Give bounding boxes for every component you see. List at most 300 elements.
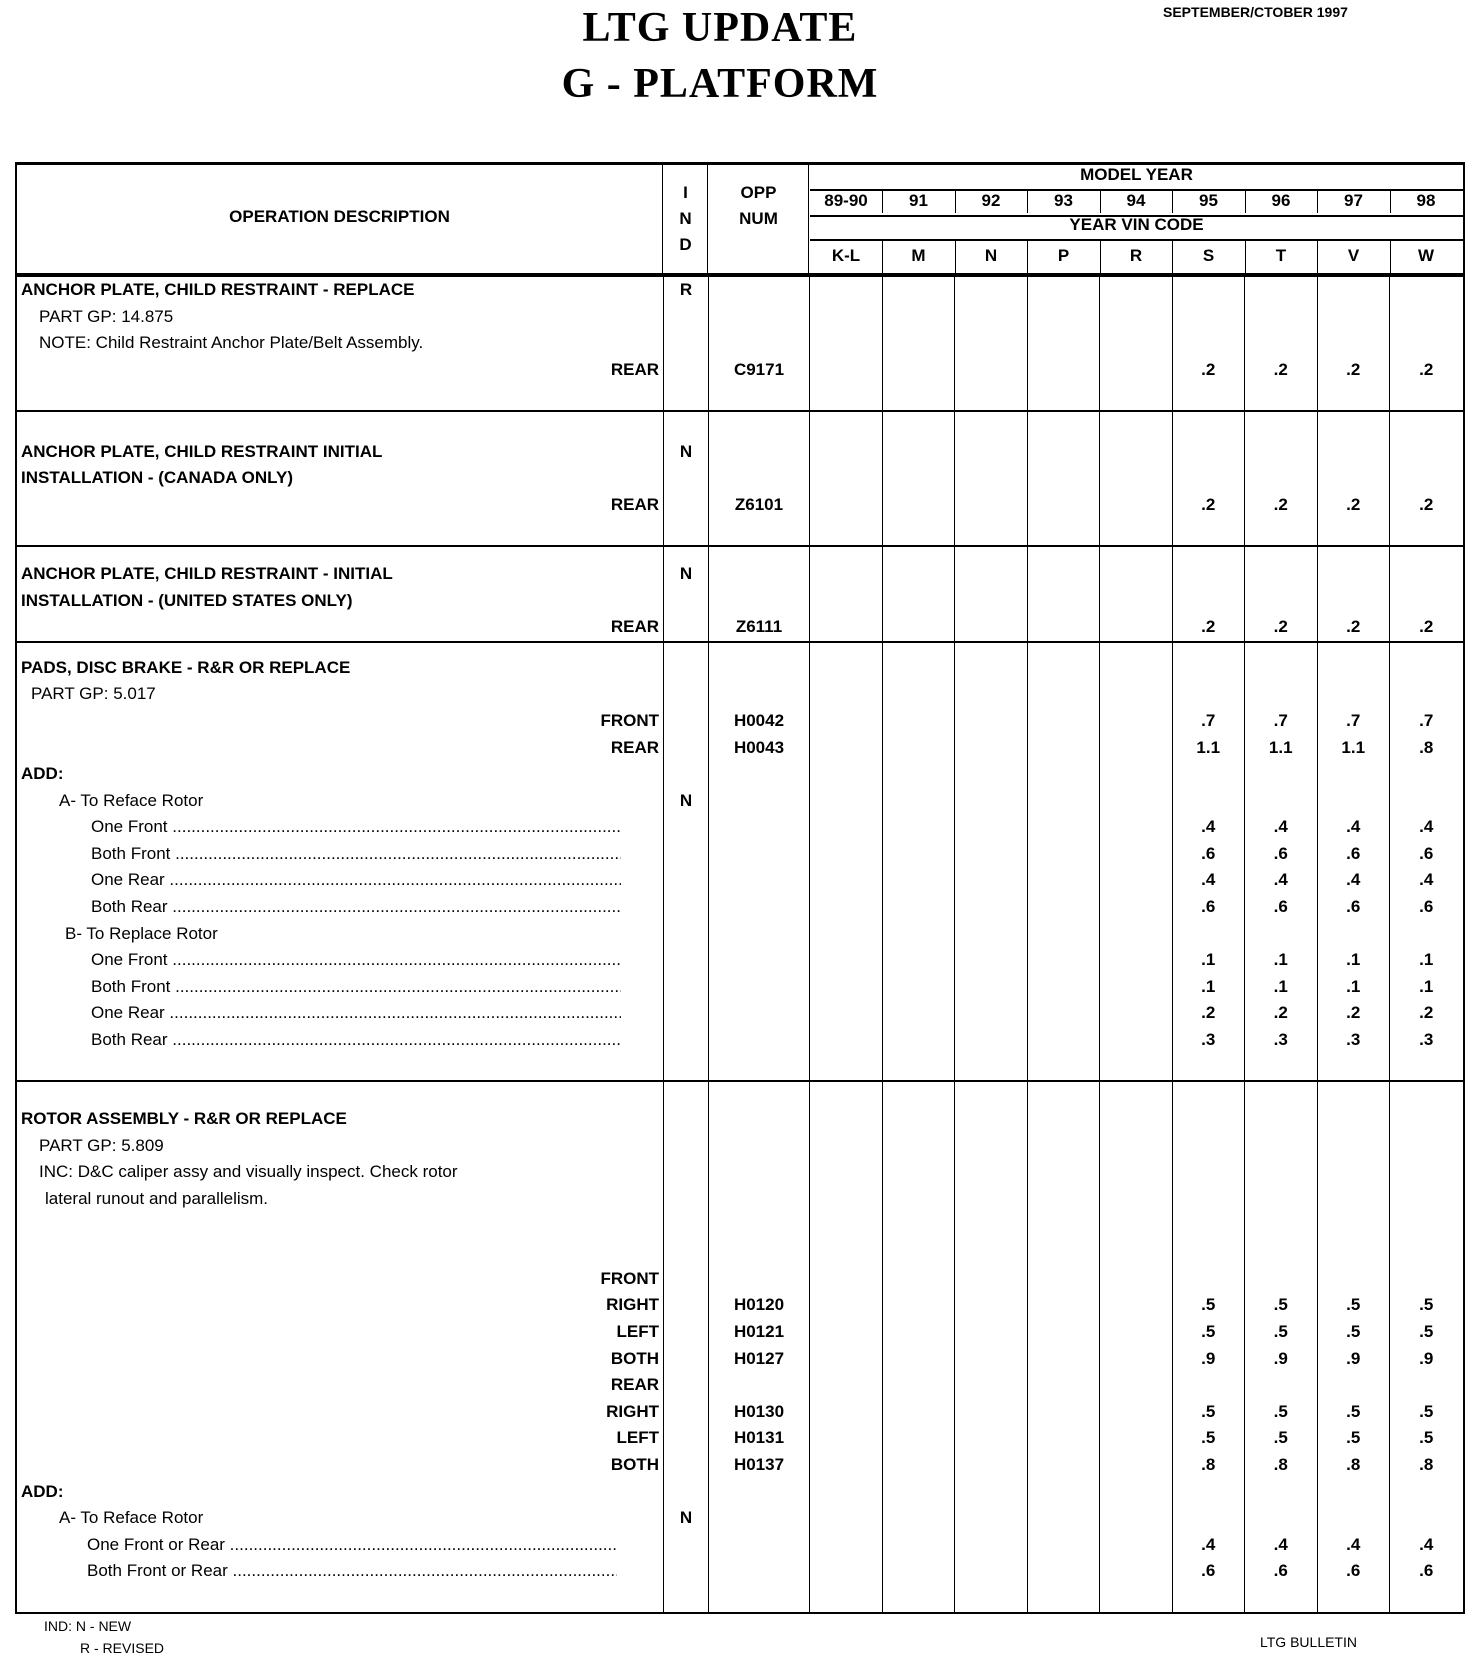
labor-time-value	[883, 383, 956, 410]
labor-time-value: .8	[1318, 1452, 1391, 1479]
labor-time-value	[883, 655, 956, 682]
operation-section	[17, 410, 1463, 545]
ind-code	[664, 1372, 709, 1399]
ind-code	[664, 655, 709, 682]
labor-time-value	[883, 1054, 956, 1081]
labor-time-value: .6	[1419, 1561, 1434, 1581]
labor-time-value	[1245, 465, 1318, 492]
labor-time-value	[1390, 788, 1463, 815]
opp-number: H0130	[709, 1399, 810, 1426]
operation-description: A- To Reface Rotor	[59, 1508, 204, 1528]
labor-time-value	[1245, 304, 1318, 331]
table-row	[17, 841, 1463, 868]
table-row	[17, 1319, 1463, 1346]
labor-time-value	[1028, 492, 1101, 519]
labor-time-value	[883, 1027, 956, 1054]
operation-description: NOTE: Child Restraint Anchor Plate/Belt Assembly.	[39, 333, 424, 353]
labor-time-value: .8	[1419, 1454, 1434, 1474]
labor-time-value	[1100, 1585, 1173, 1612]
labor-time-value	[1028, 921, 1101, 948]
ind-code	[664, 867, 709, 894]
labor-time-value	[955, 383, 1028, 410]
labor-time-value	[1100, 614, 1173, 641]
opp-number	[709, 1133, 810, 1160]
table-row	[17, 735, 1463, 762]
labor-time-value	[1173, 588, 1246, 615]
labor-time-value	[1100, 735, 1173, 762]
labor-time-value	[955, 681, 1028, 708]
labor-time-value	[1100, 1399, 1173, 1426]
operation-description: ANCHOR PLATE, CHILD RESTRAINT - REPLACE	[21, 280, 415, 299]
ind-code	[664, 1425, 709, 1452]
opp-number	[709, 788, 810, 815]
labor-time-value	[883, 1452, 956, 1479]
labor-time-value	[1390, 655, 1463, 682]
labor-time-value	[1100, 465, 1173, 492]
labor-time-value	[1100, 1186, 1173, 1213]
opp-number	[709, 761, 810, 788]
labor-time-value	[1245, 921, 1318, 948]
labor-time-value	[1245, 1266, 1318, 1293]
ind-code	[664, 1239, 709, 1266]
labor-time-value	[883, 841, 956, 868]
ind-code	[664, 330, 709, 357]
labor-time-value	[955, 1532, 1028, 1559]
labor-time-value	[1028, 1054, 1101, 1081]
labor-time-value	[1318, 761, 1391, 788]
labor-time-value	[810, 1452, 883, 1479]
labor-time-value	[810, 1372, 883, 1399]
labor-time-value	[810, 304, 883, 331]
labor-time-value	[1173, 1372, 1246, 1399]
labor-time-value	[810, 1585, 883, 1612]
ind-code	[664, 465, 709, 492]
labor-time-value	[955, 1292, 1028, 1319]
operation-description: PART GP: 5.017	[31, 684, 156, 704]
labor-time-value	[810, 1106, 883, 1133]
labor-time-value	[1318, 304, 1391, 331]
labor-time-value	[1245, 588, 1318, 615]
ind-code	[664, 412, 709, 439]
labor-time-value	[1390, 1266, 1463, 1293]
labor-time-value	[955, 1319, 1028, 1346]
operation-description: Both Front .....	[91, 974, 621, 1001]
labor-time-value	[883, 1372, 956, 1399]
operation-description: One Front .....	[91, 814, 621, 841]
table-row	[17, 947, 1463, 974]
model-year-header: MODEL YEAR	[1080, 165, 1193, 184]
operation-description: REAR	[610, 359, 659, 379]
opp-number: H0137	[709, 1452, 810, 1479]
labor-time-value	[1390, 439, 1463, 466]
labor-time-value	[1390, 588, 1463, 615]
labor-time-value	[1028, 761, 1101, 788]
labor-time-value	[1245, 518, 1318, 545]
labor-time-value	[1173, 681, 1246, 708]
table-row	[17, 492, 1463, 519]
labor-time-value	[1100, 277, 1173, 304]
opp-number	[709, 814, 810, 841]
labor-time-value	[1028, 330, 1101, 357]
labor-time-value	[1390, 412, 1463, 439]
labor-time-value	[1100, 1133, 1173, 1160]
labor-time-value	[810, 1159, 883, 1186]
labor-time-value: .5	[1318, 1425, 1391, 1452]
labor-time-value	[955, 614, 1028, 641]
labor-time-value	[955, 561, 1028, 588]
opp-number	[709, 1106, 810, 1133]
year-header: 94	[1100, 191, 1173, 213]
labor-time-value	[883, 518, 956, 545]
labor-time-value: .5	[1419, 1295, 1434, 1315]
vin-code-header: W	[1417, 246, 1435, 265]
ind-code	[664, 1000, 709, 1027]
year-vin-code-header: YEAR VIN CODE	[1069, 215, 1204, 234]
labor-time-value	[955, 1239, 1028, 1266]
operation-description: PART GP: 14.875	[39, 306, 174, 326]
labor-time-value	[810, 761, 883, 788]
labor-time-value	[810, 735, 883, 762]
labor-time-value	[1028, 412, 1101, 439]
labor-time-value	[810, 614, 883, 641]
labor-time-value	[883, 1505, 956, 1532]
opp-number: H0131	[709, 1425, 810, 1452]
labor-time-value	[1318, 465, 1391, 492]
labor-time-value	[1028, 1186, 1101, 1213]
labor-time-value	[1245, 1054, 1318, 1081]
ind-code	[664, 761, 709, 788]
year-header: 89-90	[810, 191, 883, 213]
labor-time-value: .4	[1173, 814, 1246, 841]
labor-time-value	[1028, 277, 1101, 304]
ind-code	[664, 1213, 709, 1240]
labor-time-value	[1028, 1133, 1101, 1160]
ind-code	[664, 735, 709, 762]
opp-number	[709, 1532, 810, 1559]
ind-code	[664, 894, 709, 921]
labor-time-value	[1390, 1239, 1463, 1266]
operation-description: ADD:	[21, 1481, 64, 1501]
labor-time-value	[810, 1213, 883, 1240]
opp-number	[709, 974, 810, 1001]
labor-time-value	[1318, 788, 1391, 815]
table-row	[17, 974, 1463, 1001]
operation-description: FRONT	[600, 1268, 659, 1288]
labor-time-value	[810, 1000, 883, 1027]
labor-time-value	[1390, 304, 1463, 331]
labor-time-value	[1390, 561, 1463, 588]
labor-time-value	[883, 1239, 956, 1266]
labor-time-value	[1100, 655, 1173, 682]
labor-time-value: .5	[1419, 1401, 1434, 1421]
operation-description: Both Front or Rear .....	[87, 1558, 617, 1585]
labor-time-value	[810, 1399, 883, 1426]
labor-time-value	[1100, 921, 1173, 948]
operation-section	[17, 1080, 1463, 1611]
labor-time-value	[883, 1266, 956, 1293]
labor-time-value	[1245, 1372, 1318, 1399]
operation-description: Both Front .....	[91, 841, 621, 868]
labor-time-value	[955, 761, 1028, 788]
labor-time-value	[1100, 1558, 1173, 1585]
labor-time-value	[1028, 1479, 1101, 1506]
labor-time-value	[1245, 277, 1318, 304]
table-row	[17, 383, 1463, 410]
operation-description: One Front or Rear .....	[87, 1532, 617, 1559]
labor-time-value: 1.1	[1245, 735, 1318, 762]
labor-time-value: .1	[1245, 947, 1318, 974]
opp-number	[709, 1505, 810, 1532]
labor-time-value	[883, 330, 956, 357]
table-row	[17, 1213, 1463, 1240]
labor-time-value: .4	[1318, 1532, 1391, 1559]
table-row	[17, 588, 1463, 615]
labor-time-value	[883, 1186, 956, 1213]
labor-time-value	[955, 1000, 1028, 1027]
labor-time-value	[955, 357, 1028, 384]
labor-time-value	[955, 412, 1028, 439]
labor-time-value	[1028, 1346, 1101, 1373]
labor-time-value: 1.1	[1173, 735, 1246, 762]
labor-time-value	[1028, 947, 1101, 974]
year-header: 95	[1173, 191, 1246, 213]
labor-time-value	[810, 681, 883, 708]
table-row	[17, 655, 1463, 682]
operation-description: lateral runout and parallelism.	[45, 1189, 269, 1208]
labor-time-value: .6	[1245, 1558, 1318, 1585]
operation-description: REAR	[610, 494, 659, 514]
labor-time-value: .4	[1419, 870, 1434, 890]
operation-description: Both Rear .....	[91, 894, 621, 921]
labor-time-value	[955, 1479, 1028, 1506]
labor-time-value	[1028, 518, 1101, 545]
labor-time-value	[1173, 439, 1246, 466]
labor-time-value	[883, 681, 956, 708]
ind-code	[664, 947, 709, 974]
opp-number: H0121	[709, 1319, 810, 1346]
labor-time-value	[810, 439, 883, 466]
labor-time-value	[883, 439, 956, 466]
ind-code	[664, 1133, 709, 1160]
labor-time-value	[1173, 1239, 1246, 1266]
table-row	[17, 1532, 1463, 1559]
labor-time-value	[1390, 465, 1463, 492]
labor-time-value	[1028, 588, 1101, 615]
ind-code	[664, 304, 709, 331]
labor-time-value: .2	[1245, 492, 1318, 519]
labor-time-value	[883, 561, 956, 588]
labor-time-value	[1173, 1133, 1246, 1160]
labor-time-value	[1100, 1372, 1173, 1399]
labor-time-value	[1245, 439, 1318, 466]
ind-code	[664, 1266, 709, 1293]
ind-code	[664, 492, 709, 519]
labor-time-value	[1245, 681, 1318, 708]
labor-time-value	[1100, 304, 1173, 331]
table-row	[17, 412, 1463, 439]
labor-time-value	[883, 867, 956, 894]
labor-time-value	[955, 304, 1028, 331]
labor-time-value: .4	[1318, 814, 1391, 841]
labor-time-value	[883, 947, 956, 974]
ind-code	[664, 1558, 709, 1585]
table-row	[17, 921, 1463, 948]
table-row	[17, 1425, 1463, 1452]
labor-time-value	[1100, 947, 1173, 974]
opp-number: Z6101	[709, 492, 810, 519]
ind-code	[664, 383, 709, 410]
labor-time-value	[955, 492, 1028, 519]
labor-time-value	[1028, 1106, 1101, 1133]
opp-number: H0127	[709, 1346, 810, 1373]
labor-time-value	[1173, 465, 1246, 492]
labor-time-value	[955, 1558, 1028, 1585]
ind-code	[664, 588, 709, 615]
labor-time-value	[810, 1266, 883, 1293]
labor-time-value	[1100, 761, 1173, 788]
labor-time-value: .4	[1318, 867, 1391, 894]
labor-time-value	[810, 1027, 883, 1054]
labor-time-value	[1390, 1186, 1463, 1213]
operation-description: LEFT	[616, 1321, 659, 1341]
ind-code	[664, 1479, 709, 1506]
opp-number	[709, 894, 810, 921]
opp-number	[709, 465, 810, 492]
labor-time-value: .9	[1419, 1348, 1434, 1368]
labor-time-value: .6	[1419, 897, 1434, 917]
labor-time-value	[810, 841, 883, 868]
labor-time-value	[1028, 1452, 1101, 1479]
labor-time-value: .4	[1245, 814, 1318, 841]
labor-time-value	[810, 921, 883, 948]
opp-number	[709, 1186, 810, 1213]
opp-number	[709, 681, 810, 708]
labor-time-value	[1245, 655, 1318, 682]
labor-time-value	[955, 1346, 1028, 1373]
labor-time-value: .1	[1419, 950, 1434, 970]
labor-time-value: .5	[1173, 1292, 1246, 1319]
labor-time-value	[883, 1425, 956, 1452]
opp-number	[709, 655, 810, 682]
labor-time-value	[1100, 1213, 1173, 1240]
labor-time-value: .3	[1173, 1027, 1246, 1054]
labor-time-value	[1028, 561, 1101, 588]
labor-time-value	[1318, 383, 1391, 410]
labor-time-value: .3	[1318, 1027, 1391, 1054]
table-row	[17, 814, 1463, 841]
table-row	[17, 894, 1463, 921]
ind-code	[664, 974, 709, 1001]
labor-time-value	[1028, 1372, 1101, 1399]
labor-time-value	[1173, 1054, 1246, 1081]
table-header	[17, 165, 1463, 275]
labor-time-value: .6	[1318, 841, 1391, 868]
ind-code	[664, 1532, 709, 1559]
opp-number	[709, 867, 810, 894]
labor-time-value	[810, 814, 883, 841]
year-header: 98	[1416, 191, 1436, 210]
operation-description: PART GP: 5.809	[39, 1135, 164, 1155]
labor-time-value	[1318, 1106, 1391, 1133]
labor-time-value	[1390, 383, 1463, 410]
labor-time-value	[1173, 518, 1246, 545]
opp-header: OPP	[740, 183, 777, 202]
labor-time-value	[810, 588, 883, 615]
labor-time-value	[1100, 1027, 1173, 1054]
labor-time-value	[1318, 681, 1391, 708]
table-row	[17, 1159, 1463, 1186]
labor-time-value	[810, 894, 883, 921]
labor-time-value	[1390, 1213, 1463, 1240]
operation-description: LEFT	[616, 1428, 659, 1448]
labor-time-value	[1173, 788, 1246, 815]
labor-time-value	[1318, 655, 1391, 682]
labor-time-value	[1390, 1054, 1463, 1081]
ind-code	[664, 841, 709, 868]
operation-description: ANCHOR PLATE, CHILD RESTRAINT INITIAL	[21, 441, 383, 461]
opp-number: C9171	[709, 357, 810, 384]
labor-time-value: .4	[1419, 1534, 1434, 1554]
ind-code	[664, 357, 709, 384]
labor-time-value	[1100, 894, 1173, 921]
labor-time-value: .2	[1318, 357, 1391, 384]
labor-time-value	[1028, 1292, 1101, 1319]
year-header: 93	[1028, 191, 1101, 213]
labor-time-value	[1245, 1213, 1318, 1240]
labor-time-value	[1173, 1266, 1246, 1293]
labor-time-value	[1028, 1558, 1101, 1585]
labor-time-value	[1100, 974, 1173, 1001]
opp-number	[709, 439, 810, 466]
table-row	[17, 1292, 1463, 1319]
num-header: NUM	[739, 209, 778, 228]
table-row	[17, 1452, 1463, 1479]
labor-time-value	[1390, 1106, 1463, 1133]
labor-time-value: .5	[1173, 1425, 1246, 1452]
labor-time-value: .6	[1245, 894, 1318, 921]
labor-time-value: .5	[1173, 1319, 1246, 1346]
labor-time-value: .2	[1173, 357, 1246, 384]
labor-time-value	[1318, 277, 1391, 304]
labor-time-value: .5	[1245, 1399, 1318, 1426]
labor-time-value: .2	[1419, 617, 1434, 637]
operation-description: RIGHT	[606, 1401, 659, 1421]
labor-time-value: .2	[1173, 1000, 1246, 1027]
labor-time-value	[1318, 518, 1391, 545]
labor-time-value: .2	[1419, 1003, 1434, 1023]
labor-time-value	[1028, 974, 1101, 1001]
labor-time-value	[1100, 588, 1173, 615]
operation-description-header: OPERATION DESCRIPTION	[229, 207, 450, 226]
labor-time-value	[883, 1558, 956, 1585]
labor-time-value	[955, 1027, 1028, 1054]
labor-time-value	[1245, 1186, 1318, 1213]
labor-time-value	[883, 1479, 956, 1506]
labor-time-value	[1245, 1585, 1318, 1612]
operation-section	[17, 641, 1463, 1081]
vin-code-header: T	[1245, 241, 1318, 273]
labor-time-value	[955, 439, 1028, 466]
labor-time-value	[1173, 1106, 1246, 1133]
table-row	[17, 1585, 1463, 1612]
labor-time-value: .4	[1173, 1532, 1246, 1559]
opp-number	[709, 947, 810, 974]
labor-time-value	[1245, 412, 1318, 439]
labor-time-value	[1100, 814, 1173, 841]
opp-number	[709, 1054, 810, 1081]
labor-time-value	[883, 1346, 956, 1373]
operation-description: REAR	[610, 617, 659, 637]
